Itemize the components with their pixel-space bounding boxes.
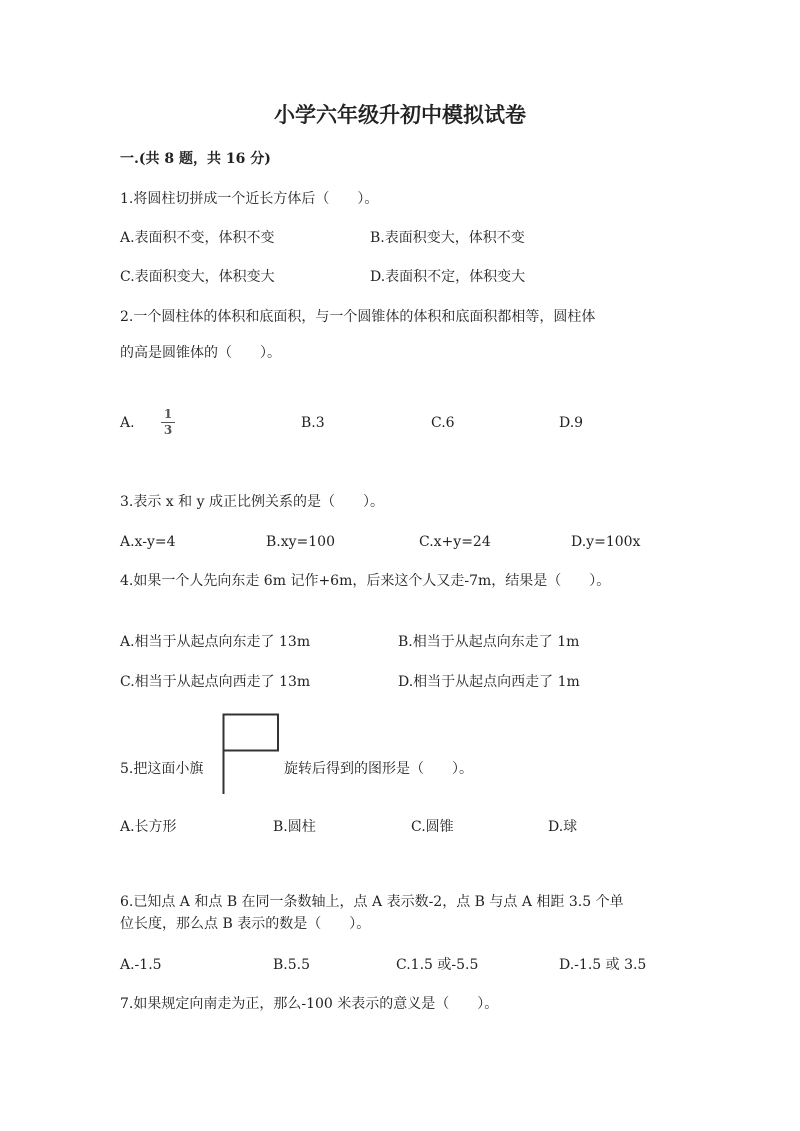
fraction-one-third <box>160 408 176 437</box>
question-1-option-b[interactable]: B.表面积变大，体积不变 <box>370 230 525 246</box>
question-3-stem: 3.表示 x 和 y 成正比例关系的是（ ）。 <box>120 494 384 510</box>
question-1-option-a[interactable]: A.表面积不变，体积不变 <box>120 230 275 246</box>
question-4-option-a[interactable]: A.相当于从起点向东走了 13m <box>120 634 311 650</box>
question-5-stem-after: 旋转后得到的图形是（ ）。 <box>284 761 473 777</box>
fraction-denominator: 3 <box>163 423 173 437</box>
question-2-option-c[interactable]: C.6 <box>431 415 455 431</box>
page-title: 小学六年级升初中模拟试卷 <box>274 102 526 127</box>
question-2-stem-line1: 2.一个圆柱体的体积和底面积，与一个圆锥体的体积和底面积都相等，圆柱体 <box>120 309 596 325</box>
question-4-option-b[interactable]: B.相当于从起点向东走了 1m <box>398 634 580 650</box>
question-3-option-c[interactable]: C.x+y=24 <box>419 534 491 550</box>
fraction-numerator: 1 <box>163 407 173 421</box>
question-1-stem: 1.将圆柱切拼成一个近长方体后（ ）。 <box>120 191 379 207</box>
question-3-option-b[interactable]: B.xy=100 <box>266 534 335 550</box>
question-5-option-b[interactable]: B.圆柱 <box>273 819 316 835</box>
question-1-option-c[interactable]: C.表面积变大，体积变大 <box>120 269 275 285</box>
question-5-option-c[interactable]: C.圆锥 <box>411 819 454 835</box>
question-4-stem: 4.如果一个人先向东走 6m 记作+6m，后来这个人又走-7m，结果是（ ）。 <box>120 573 611 589</box>
question-6-option-d[interactable]: D.-1.5 或 3.5 <box>559 957 647 973</box>
question-6-stem-line2: 位长度，那么点 B 表示的数是（ ）。 <box>120 916 371 932</box>
question-2-stem-line2: 的高是圆锥体的（ ）。 <box>120 345 281 361</box>
question-5-option-a[interactable]: A.长方形 <box>120 819 177 835</box>
question-2-option-a-label[interactable]: A. <box>120 415 135 431</box>
question-3-option-a[interactable]: A.x-y=4 <box>120 534 176 550</box>
question-5-stem-before: 5.把这面小旗 <box>120 761 204 777</box>
question-6-option-a[interactable]: A.-1.5 <box>120 957 162 973</box>
question-6-option-b[interactable]: B.5.5 <box>273 957 311 973</box>
question-4-option-d[interactable]: D.相当于从起点向西走了 1m <box>398 674 580 690</box>
question-3-option-d[interactable]: D.y=100x <box>571 534 641 550</box>
question-1-option-d[interactable]: D.表面积不定，体积变大 <box>370 269 526 285</box>
flag-icon <box>222 713 280 795</box>
question-6-stem-line1: 6.已知点 A 和点 B 在同一条数轴上，点 A 表示数-2，点 B 与点 A 相距 3.5 个单 <box>120 894 624 910</box>
question-2-option-d[interactable]: D.9 <box>559 415 584 431</box>
section-heading: 一.(共 8 题，共 16 分) <box>120 151 271 167</box>
question-7-stem: 7.如果规定向南走为正，那么-100 米表示的意义是（ ）。 <box>120 996 499 1012</box>
question-2-option-b[interactable]: B.3 <box>301 415 325 431</box>
question-6-option-c[interactable]: C.1.5 或-5.5 <box>396 957 479 973</box>
question-5-option-d[interactable]: D.球 <box>548 819 578 835</box>
question-4-option-c[interactable]: C.相当于从起点向西走了 13m <box>120 674 311 690</box>
